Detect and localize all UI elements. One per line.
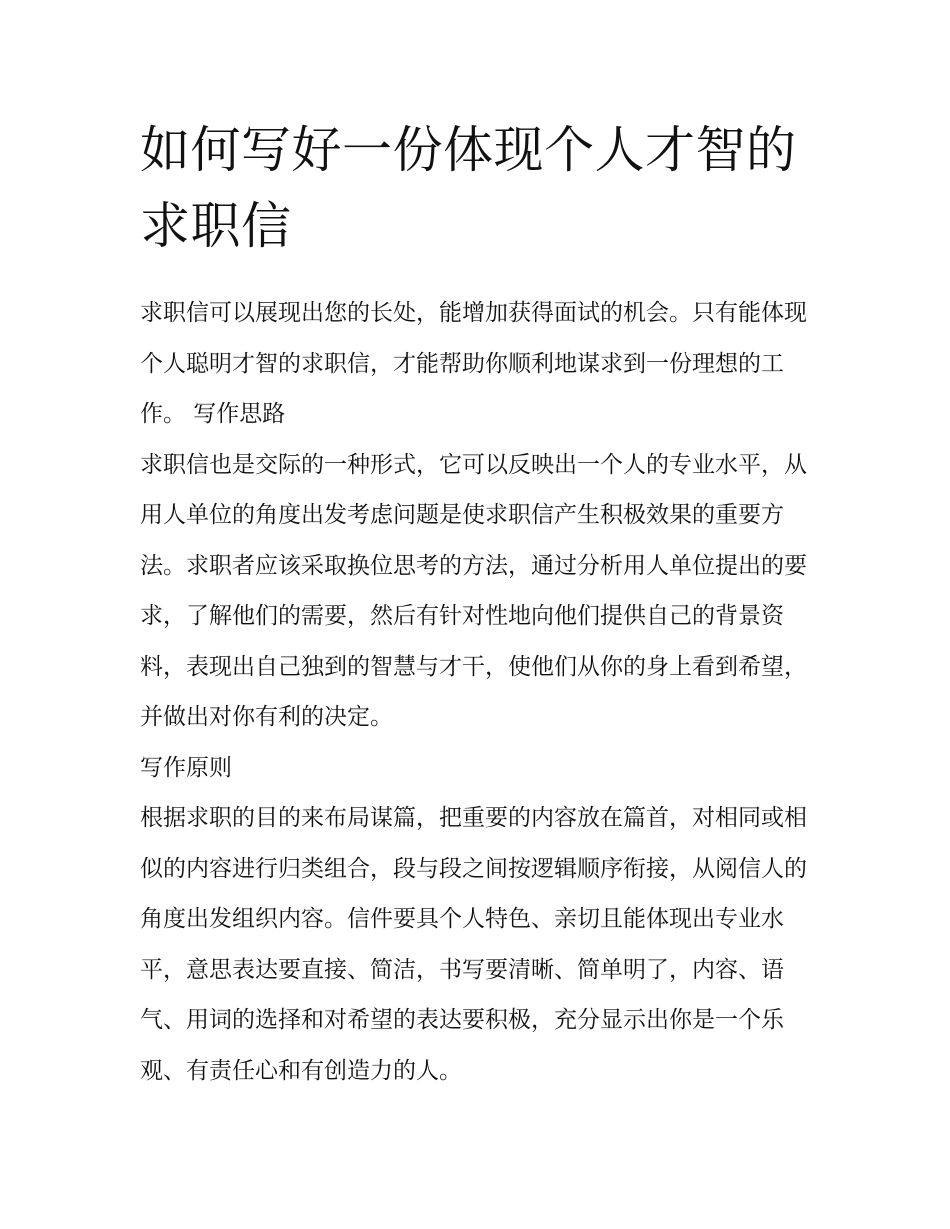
document-page — [140, 112, 812, 1096]
paragraph-writing-approach: 求职信也是交际的一种形式，它可以反映出一个人的专业水平，从用人单位的角度出发考虑问题是使求职信产生积极效果的重要方法。求职者应该采取换位思考的方法，通过分析用人单位提出的要求，了解他们的需要，然后有针对性地向他们提供自己的背景资料，表现出自己独到的智慧与才干，使他们从你的身上看到希望，并做出对你有利的决定。 — [140, 451, 807, 730]
section-heading-writing-principles: 写作原则 — [140, 754, 232, 781]
document-body — [140, 288, 812, 1096]
paragraph-intro: 求职信可以展现出您的长处，能增加获得面试的机会。只有能体现个人聪明才智的求职信，才能帮助你顺利地谋求到一份理想的工作。 写作思路 — [140, 300, 807, 427]
paragraph-writing-principles: 根据求职的目的来布局谋篇，把重要的内容放在篇首，对相同或相似的内容进行归类组合，段与段之间按逻辑顺序衔接，从阅信人的角度出发组织内容。信件要具个人特色、亲切且能体现出专业水平，意思表达要直接、简洁，书写要清晰、简单明了，内容、语气、用词的选择和对希望的表达要积极，充分显示出你是一个乐观、有责任心和有创造力的人。 — [140, 805, 807, 1084]
document-title: 如何写好一份体现个人才智的求职信 — [140, 121, 797, 255]
